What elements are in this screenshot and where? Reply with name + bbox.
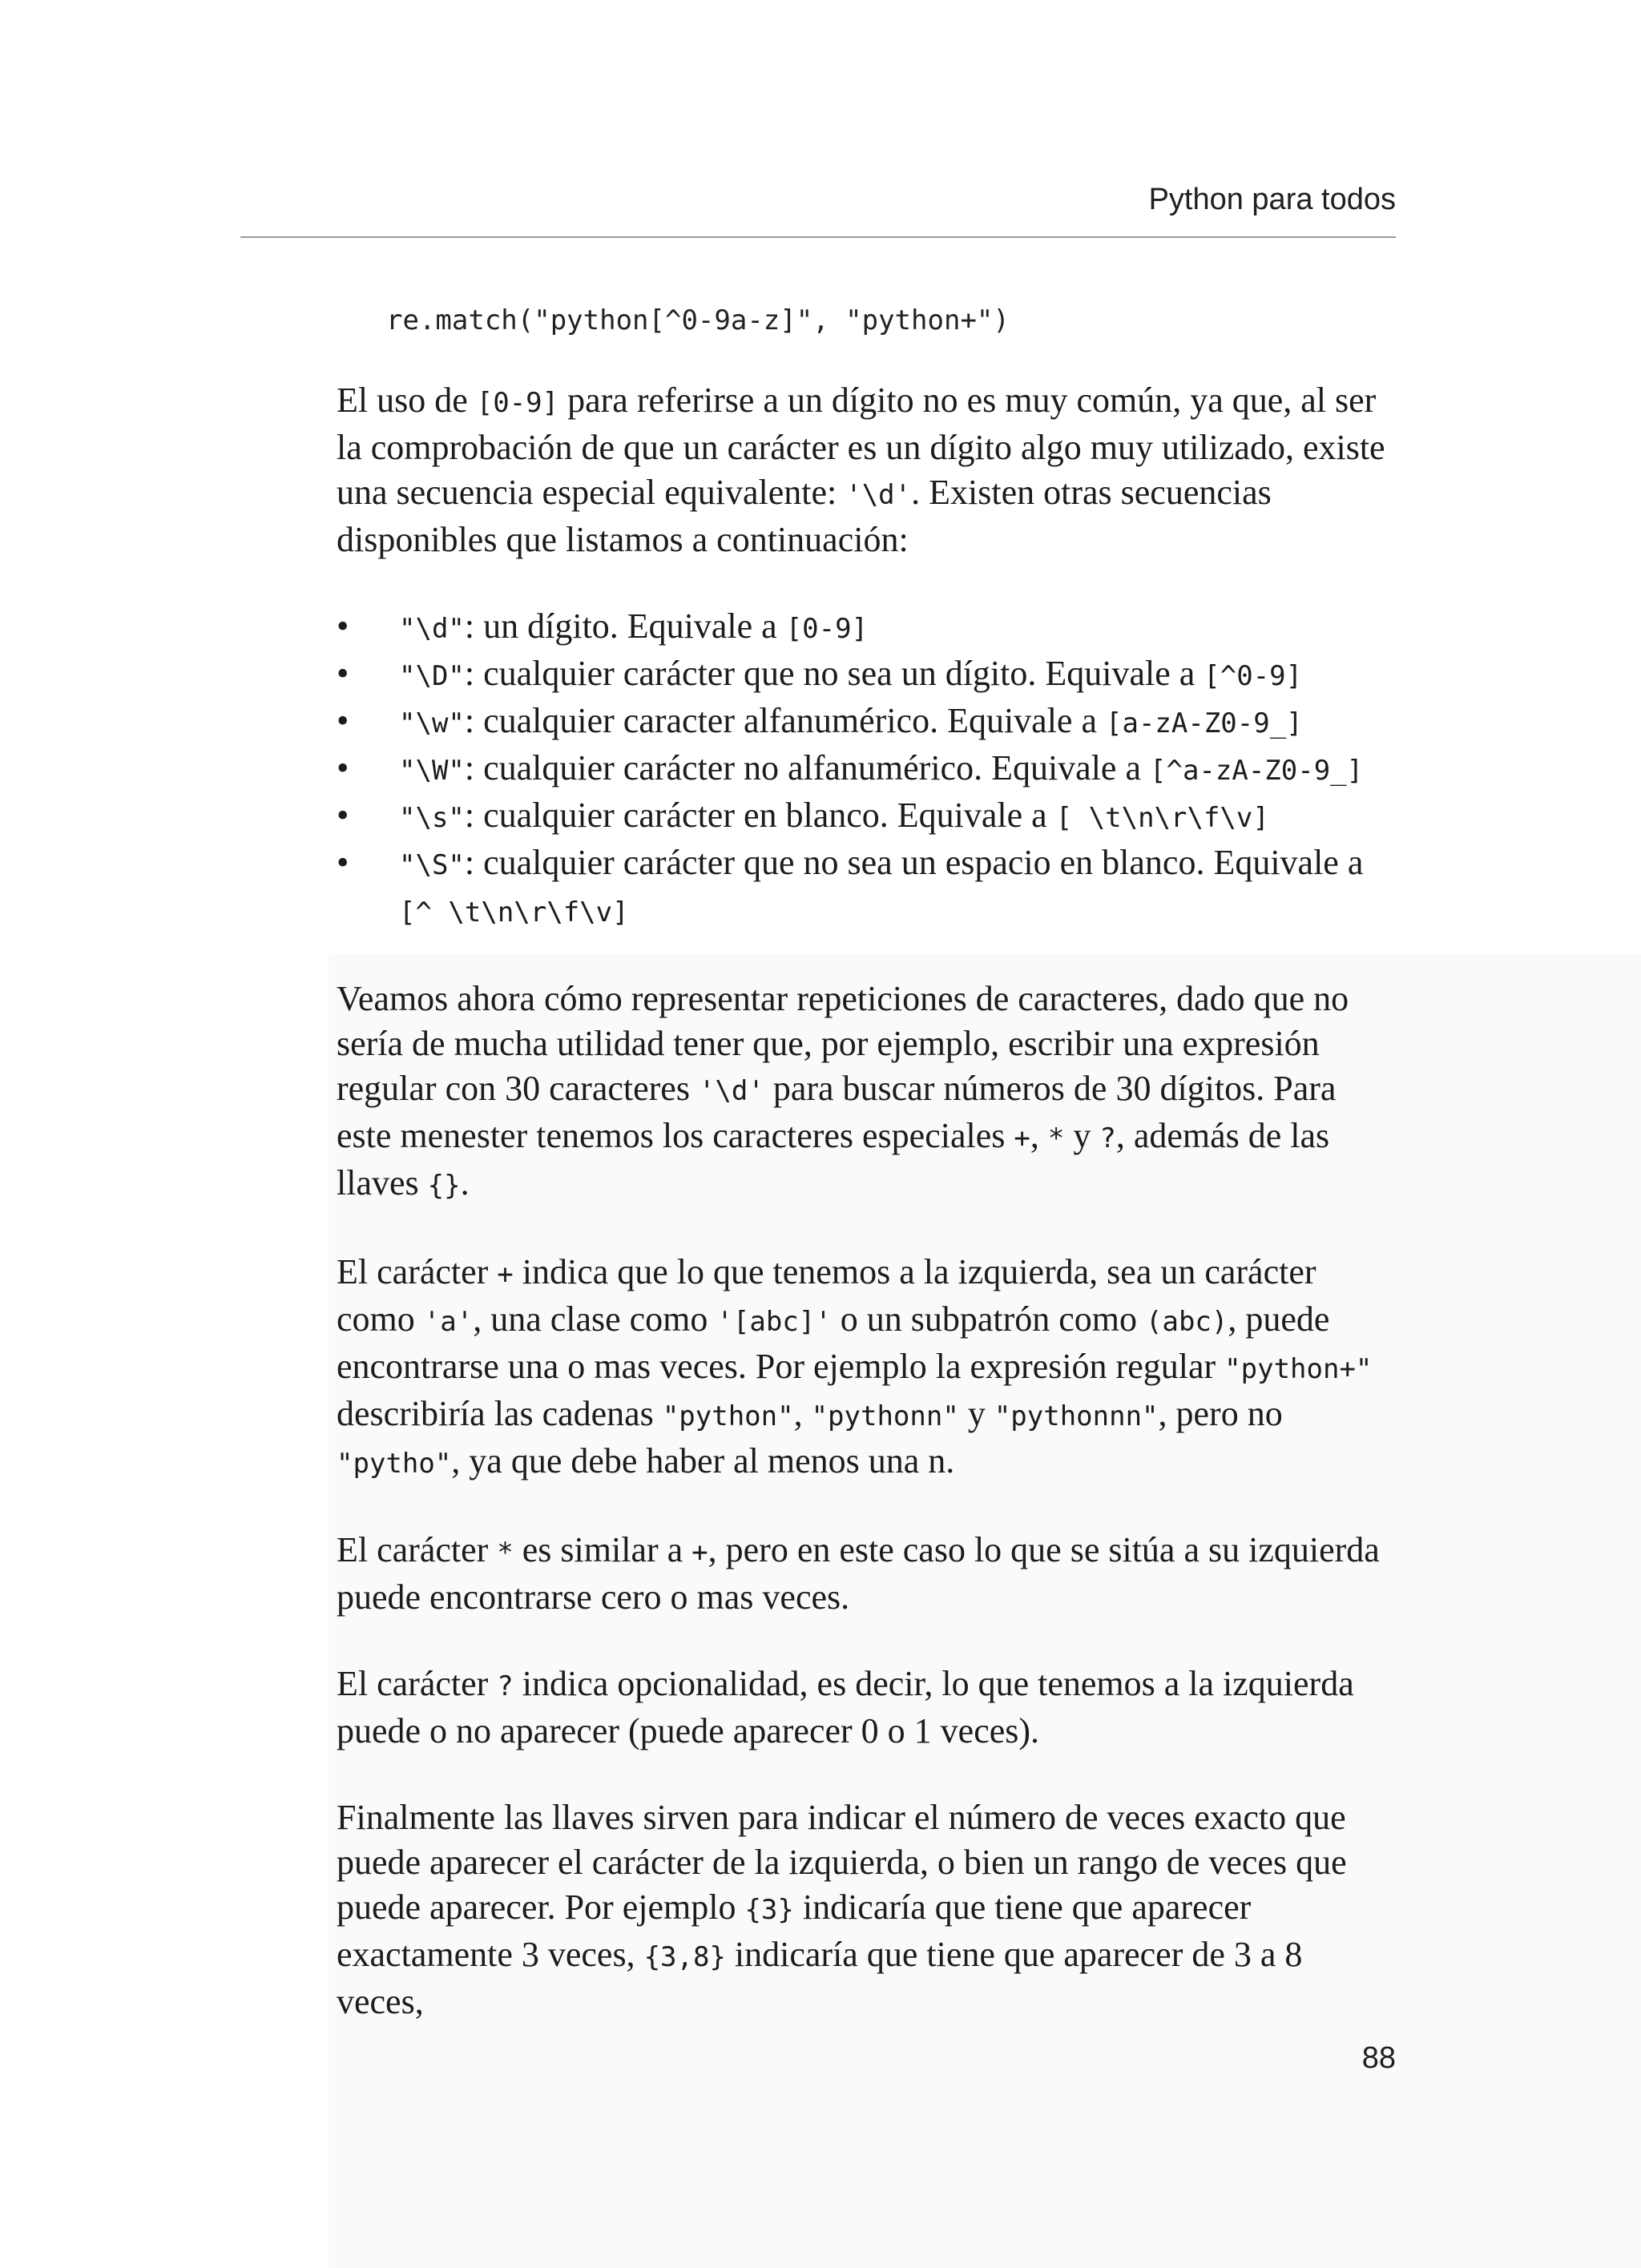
paragraph-question: El carácter ? indica opcionalidad, es decir, lo que tenemos a la izquierda puede o no aparecer (puede aparecer 0 o 1 veces). bbox=[337, 1664, 1354, 1750]
paragraph-plus: El carácter + indica que lo que tenemos a la izquierda, sea un carácter como 'a', una clase como '[abc]' o un subpatrón como (abc), puede encontrarse una o mas veces. Por ejemplo la expresión regular "python+" describiría las cadenas "python", "pythonn" y "pythonnn", pero no "pytho", ya que debe haber al menos una n. bbox=[337, 1252, 1373, 1480]
inline-code: '\d' bbox=[845, 479, 912, 511]
list-item: • "\d": un dígito. Equivale a [0-9] bbox=[337, 604, 1398, 651]
code-example: re.match("python[^0-9a-z]", "python+") bbox=[386, 304, 1010, 336]
paragraph-digit-class: El uso de [0-9] para referirse a un dígito no es muy común, ya que, al ser la comprobación de que un carácter es un dígito algo muy utilizado, existe una secuencia especial equivalente: '\d'. Existen otras secuencias disponibles que listamos a continuación: bbox=[337, 381, 1385, 559]
page-body bbox=[337, 304, 1398, 2066]
inline-code: [0-9] bbox=[476, 387, 559, 419]
running-header: Python para todos bbox=[1148, 183, 1396, 216]
special-sequences-list bbox=[337, 604, 1398, 935]
paragraph-star: El carácter * es similar a +, pero en este caso lo que se sitúa a su izquierda puede encontrarse cero o mas veces. bbox=[337, 1530, 1380, 1617]
page-number: 88 bbox=[1361, 2041, 1396, 2075]
list-item: • "\S": cualquier carácter que no sea un espacio en blanco. Equivale a [^ \t\n\r\f\v] bbox=[337, 840, 1398, 935]
header-rule bbox=[240, 236, 1396, 238]
list-item: • "\D": cualquier carácter que no sea un dígito. Equivale a [^0-9] bbox=[337, 651, 1398, 699]
paragraph-braces: Finalmente las llaves sirven para indicar el número de veces exacto que puede aparecer el carácter de la izquierda, o bien un rango de veces que puede aparecer. Por ejemplo {3} indicaría que tiene que aparecer exactamente 3 veces, {3,8} indicaría que tiene que aparecer de 3 a 8 veces, bbox=[337, 1798, 1347, 2021]
paragraph-repetitions: Veamos ahora cómo representar repeticiones de caracteres, dado que no sería de mucha utilidad tener que, por ejemplo, escribir una expresión regular con 30 caracteres '\d' para buscar números de 30 dígitos. Para este menester tenemos los caracteres especiales +, * y ?, además de las llaves {}. bbox=[337, 979, 1349, 1202]
list-item: • "\w": cualquier caracter alfanumérico. Equivale a [a-zA-Z0-9_] bbox=[337, 699, 1398, 746]
list-item: • "\W": cualquier carácter no alfanumérico. Equivale a [^a-zA-Z0-9_] bbox=[337, 746, 1398, 793]
list-item: • "\s": cualquier carácter en blanco. Equivale a [ \t\n\r\f\v] bbox=[337, 793, 1398, 840]
